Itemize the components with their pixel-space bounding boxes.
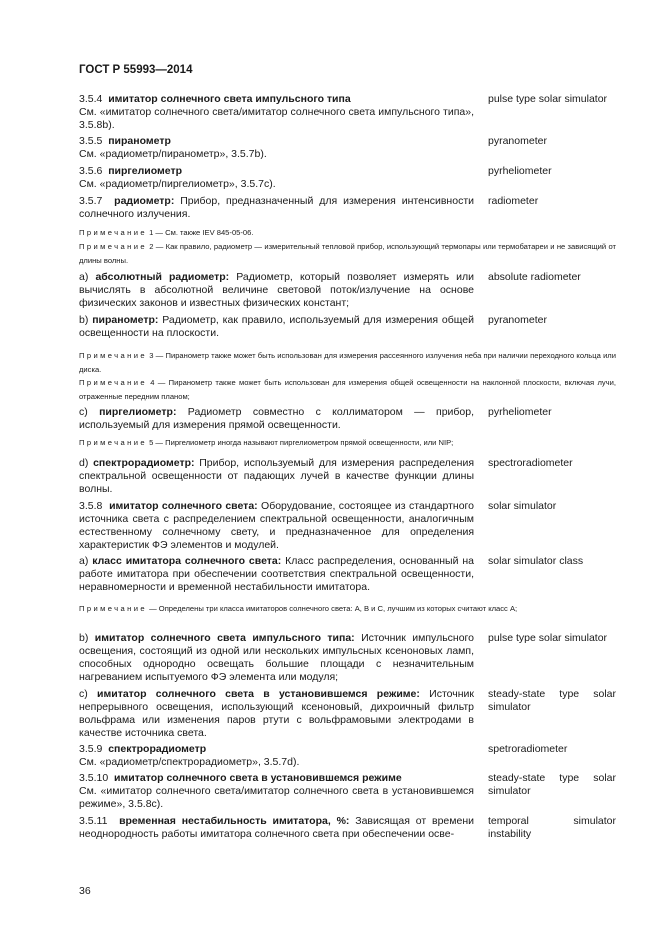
note-label: Примечание [79, 351, 147, 360]
entry-3-5-7-c [79, 406, 474, 432]
entry-number: 3.5.11 [79, 815, 108, 827]
note-text: — Определены три класса имитаторов солнечного света: A, B и C, лучшим из которых считают класс A; [149, 604, 518, 613]
entry-3-5-9 [79, 743, 474, 769]
translation-3-5-8-a: solar simulator class [488, 555, 584, 567]
entry-3-5-10 [79, 772, 474, 811]
entry-term: пиранометр [108, 135, 171, 147]
entry-term: абсолютный радиометр: [95, 271, 230, 283]
entry-term: радиометр: [114, 195, 175, 207]
entry-term: пиргелиометр [108, 165, 183, 177]
entry-3-5-4 [79, 93, 474, 132]
translation-3-5-11: temporal simulator instability [488, 815, 616, 840]
entry-body: См. «радиометр/пиранометр», 3.5.7b). [79, 148, 267, 160]
note-5 [79, 436, 616, 450]
entry-number: 3.5.7 [79, 195, 103, 207]
page-number: 36 [79, 885, 91, 897]
note-3 [79, 349, 616, 376]
entry-body: Прибор, используемый для измерения распределения спектральной освещенности от падающих лучей в качестве функции длины волны. [79, 457, 475, 495]
entry-term: имитатор солнечного света импульсного типа: [94, 632, 355, 644]
entry-number: c) [79, 406, 88, 418]
translation-3-5-4: pulse type solar simulator [488, 93, 608, 105]
entry-number: 3.5.4 [79, 93, 103, 105]
entry-term: имитатор солнечного света: [109, 500, 258, 512]
note-label: Примечание [79, 242, 147, 251]
entry-body: Оборудование, состоящее из стандартного источника света с распределением спектральной освещенности, аналогичным естественному солнечному свету, и предназначенное для определения характеристик ФЭ элементов и модулей. [79, 500, 474, 551]
entry-body: См. «радиометр/пиргелиометр», 3.5.7c). [79, 178, 276, 190]
entry-number: 3.5.5 [79, 135, 103, 147]
entry-term: класс имитатора солнечного света: [92, 555, 282, 567]
translation-3-5-7-a: absolute radiometer [488, 271, 581, 283]
entry-number: 3.5.9 [79, 743, 103, 755]
note-text: 1 — См. также IEV 845-05-06. [149, 228, 254, 237]
entry-body: Прибор, предназначенный для измерения интенсивности солнечного излучения. [79, 195, 474, 220]
translation-3-5-7-d: spectroradiometer [488, 457, 573, 469]
entry-3-5-7-a [79, 271, 474, 310]
entry-body: См. «имитатор солнечного света/имитатор солнечного света в установившемся режиме», 3.5.8c). [79, 785, 474, 810]
entry-number: 3.5.10 [79, 772, 109, 784]
entry-number: a) [79, 555, 89, 567]
entry-term: пиргелиометр: [99, 406, 177, 418]
translation-3-5-8-c: steady-state type solar simulator [488, 688, 616, 713]
translation-3-5-6: pyrheliometer [488, 165, 552, 177]
entry-3-5-8-b [79, 632, 474, 684]
entry-body: Радиометр, как правило, используемый для измерения общей освещенности на плоскости. [79, 314, 475, 339]
note-text: 5 — Пиргелиометр иногда называют пиргелиометром прямой освещенности, или NIP; [149, 438, 454, 447]
entry-body: См. «имитатор солнечного света/имитатор солнечного света импульсного типа», 3.5.8b). [79, 106, 474, 131]
translation-3-5-8-b: pulse type solar simulator [488, 632, 608, 644]
note-2 [79, 240, 616, 267]
entry-body: Радиометр, который позволяет измерять или вычислять в абсолютной величине световой поток/излучение на основе физических законов и известных физических констант; [79, 271, 474, 309]
entry-number: a) [79, 271, 89, 283]
translation-3-5-8: solar simulator [488, 500, 557, 512]
entry-term: имитатор солнечного света в установившемся режиме: [97, 688, 420, 700]
document-header: ГОСТ Р 55993—2014 [79, 64, 193, 76]
entry-number: b) [79, 632, 89, 644]
entry-number: c) [79, 688, 88, 700]
translation-3-5-7-c: pyrheliometer [488, 406, 552, 418]
entry-term: пиранометр: [92, 314, 159, 326]
entry-3-5-11 [79, 815, 474, 841]
translation-3-5-9: spetroradiometer [488, 743, 568, 755]
entry-term: имитатор солнечного света импульсного типа [108, 93, 351, 105]
entry-3-5-6 [79, 165, 474, 191]
entry-body: Источник непрерывного освещения, использующий ксеноновый, дихроичный фильтр вольфрама или изменения паров ртути с вольфрамовыми электродами в качестве источника света. [79, 688, 474, 739]
entry-term: временная нестабильность имитатора, %: [119, 815, 350, 827]
entry-3-5-8-a [79, 555, 474, 594]
translation-3-5-7: radiometer [488, 195, 539, 207]
translation-3-5-7-b: pyranometer [488, 314, 547, 326]
entry-body: См. «радиометр/спектрорадиометр», 3.5.7d). [79, 756, 300, 768]
note-label: Примечание [79, 378, 147, 387]
note-4 [79, 376, 616, 403]
entry-body: Источник импульсного освещения, состоящий из одной или нескольких импульсных ксеноновых ламп, способных однородно освещать большие площади с незначительным нагреванием испытуемого ФЭ элемента или модуля; [79, 632, 474, 683]
entry-3-5-7 [79, 195, 474, 221]
entry-body: Класс распределения, основанный на работе имитатора при обеспечении соответствия спектральной освещенности, неравномерности и временной нестабильности имитатора. [79, 555, 475, 593]
entry-3-5-8-c [79, 688, 474, 740]
translation-3-5-10: steady-state type solar simulator [488, 772, 616, 797]
entry-body: Зависящая от времени неоднородность работы имитатора солнечного света при обеспечении осве- [79, 815, 474, 840]
entry-3-5-5 [79, 135, 474, 161]
entry-number: 3.5.6 [79, 165, 103, 177]
note-1 [79, 226, 616, 240]
note-text: 2 — Как правило, радиометр — измерительный тепловой прибор, использующий термопары или термобатареи и не зависящий от длины волны. [79, 242, 616, 265]
note-text: 3 — Пиранометр также может быть использован для измерения рассеянного излучения неба при наличии переходного кольца или диска. [79, 351, 616, 374]
entry-number: 3.5.8 [79, 500, 103, 512]
note-text: 4 — Пиранометр также может быть использован для измерения общей освещенности на наклонной плоскости, включая лучи, отраженные передним планом; [79, 378, 616, 401]
translation-3-5-5: pyranometer [488, 135, 547, 147]
note-label: Примечание [79, 438, 147, 447]
note-label: Примечание [79, 228, 147, 237]
note-label: Примечание [79, 604, 147, 613]
entry-number: d) [79, 457, 89, 469]
note-6 [79, 602, 616, 616]
entry-body: Радиометр совместно с коллиматором — прибор, используемый для измерения прямой освещенности. [79, 406, 475, 431]
entry-3-5-7-b [79, 314, 474, 340]
entry-3-5-7-d [79, 457, 474, 496]
entry-term: имитатор солнечного света в установившемся режиме [114, 772, 402, 784]
entry-number: b) [79, 314, 89, 326]
entry-3-5-8 [79, 500, 474, 552]
entry-term: спектрорадиометр: [93, 457, 195, 469]
entry-term: спектрорадиометр [108, 743, 207, 755]
